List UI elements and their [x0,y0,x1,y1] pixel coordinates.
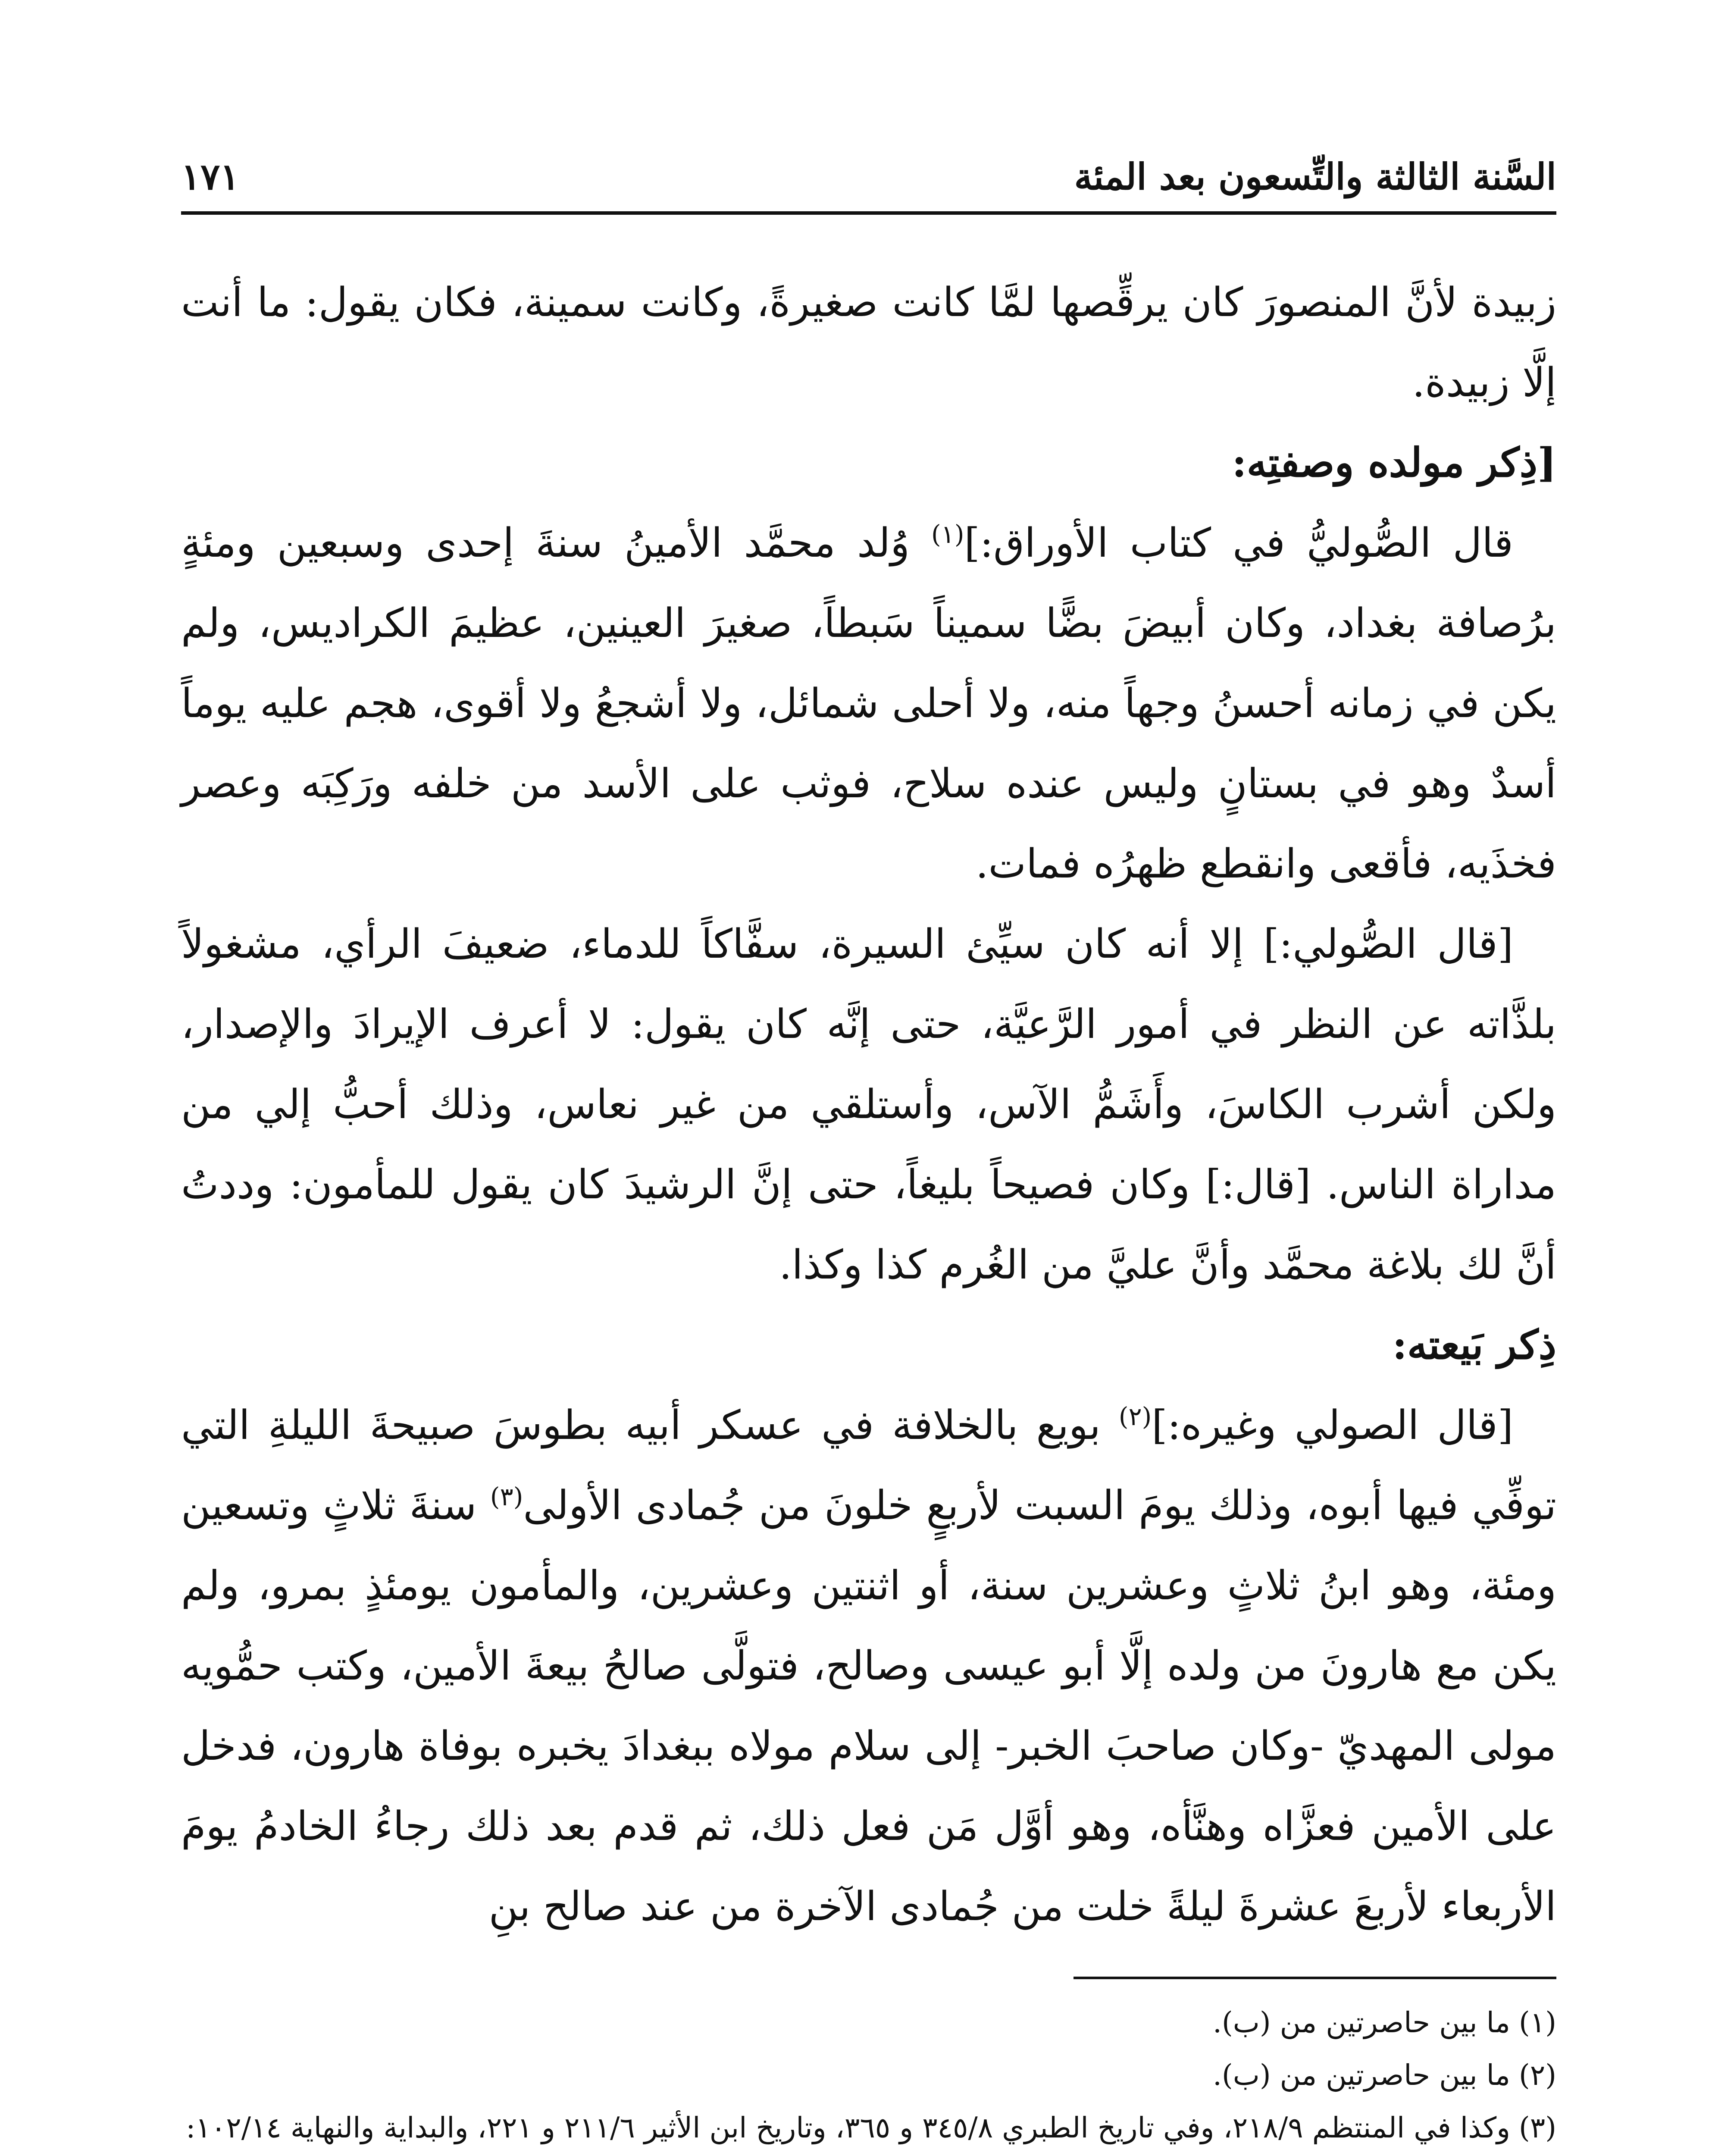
body-paragraph [181,1385,1556,1946]
footnotes [181,1996,1556,2156]
footnote [181,2102,1556,2156]
body-paragraph [181,904,1556,1305]
footnote-separator [1074,1977,1556,1979]
footnote-text: ما بين حاصرتين من (ب). [1213,2059,1511,2092]
paragraph-text: [قال الصولي وغيره:] [1152,1402,1513,1448]
paragraph-text: قال الصُّوليُّ في كتاب الأوراق:] [964,520,1513,566]
footnote-reference: (٣) [490,1482,523,1511]
section-heading: [ذِكر مولده وصفتِه: [1232,439,1556,486]
body-text [181,262,1556,1946]
page-number: ١٧١ [181,155,240,198]
paragraph-text: وُلد محمَّد الأمينُ سنةَ إحدى وسبعين ومئةٍ برُصافة بغداد، وكان أبيضَ بضًّا سميناً سَبطاً، صغيرَ العينين، عظيمَ الكراديس، ولم يكن في زمانه أحسنُ وجهاً منه، ولا أحلى شمائل، ولا أشجعُ ولا أقوى، هجم عليه يوماً أسدٌ وهو في بستانٍ وليس عنده سلاح، فوثب على الأسد من خلفه ورَكِبَه وعصر فخذَيه، فأقعى وانقطع ظهرُه فمات. [181,520,1556,887]
body-paragraph [181,503,1556,904]
running-title: السَّنة الثالثة والتِّسعون بعد المئة [1074,155,1556,198]
footnote [181,1996,1556,2049]
footnote-reference: (٢) [1118,1402,1152,1431]
footnote-number: (١) [1519,2006,1556,2039]
footnote-number: (٣) [1519,2111,1556,2144]
paragraph-text: زبيدة لأنَّ المنصورَ كان يرقِّصها لمَّا كانت صغيرةً، وكانت سمينة، فكان يقول: ما أنت إلَّا زبيدة. [181,279,1556,406]
book-page [181,147,1556,2156]
footnote-text: وكذا في المنتظم ٢١٨/٩، وفي تاريخ الطبري ٣٤٥/٨ و ٣٦٥، وتاريخ ابن الأثير ٢١١/٦ و ٢٢١، والبداية والنهاية ١٠٢/١٤: [186,2111,1511,2144]
body-paragraph [181,262,1556,423]
section-heading: ذِكر بَيعته: [1392,1321,1556,1368]
paragraph-text: [قال الصُّولي:] إلا أنه كان سيِّئ السيرة، سفَّاكاً للدماء، ضعيفَ الرأي، مشغولاً بلذَّاته عن النظر في أمور الرَّعيَّة، حتى إنَّه كان يقول: لا أعرف الإيرادَ والإصدار، ولكن أشرب الكاسَ، وأَشَمُّ الآس، وأستلقي من غير نعاس، وذلك أحبُّ إلي من مداراة الناس. [قال:] وكان فصيحاً بليغاً، حتى إنَّ الرشيدَ كان يقول للمأمون: وددتُ أنَّ لك بلاغة محمَّد وأنَّ عليَّ من الغُرم كذا وكذا. [181,921,1557,1288]
running-head [181,147,1556,215]
footnote-number: (٢) [1519,2059,1556,2092]
footnote [181,2049,1556,2102]
paragraph-text: سنةَ ثلاثٍ وتسعين ومئة، وهو ابنُ ثلاثٍ وعشرين سنة، أو اثنتين وعشرين، والمأمون يومئذٍ بمرو، ولم يكن مع هارونَ من ولده إلَّا أبو عيسى وصالح، فتولَّى صالحُ بيعةَ الأمين، وكتب حمُّويه مولى المهديّ -وكان صاحبَ الخبر- إلى سلام مولاه ببغدادَ يخبره بوفاة هارون، فدخل على الأمين فعزَّاه وهنَّأه، وهو أوَّل مَن فعل ذلك، ثم قدم بعد ذلك رجاءُ الخادمُ يومَ الأربعاء لأربعَ عشرةَ ليلةً خلت من جُمادى الآخرة من عند صالح بنِ [181,1482,1556,1930]
footnote-reference: (١) [931,520,964,549]
paragraph-text: بويع بالخلافة في عسكر أبيه بطوسَ صبيحةَ الليلةِ التي توفِّي فيها أبوه، وذلك يومَ السبت لأربعٍ خلونَ من جُمادى الأولى [181,1402,1556,1529]
footnote-text: ما بين حاصرتين من (ب). [1213,2006,1511,2039]
